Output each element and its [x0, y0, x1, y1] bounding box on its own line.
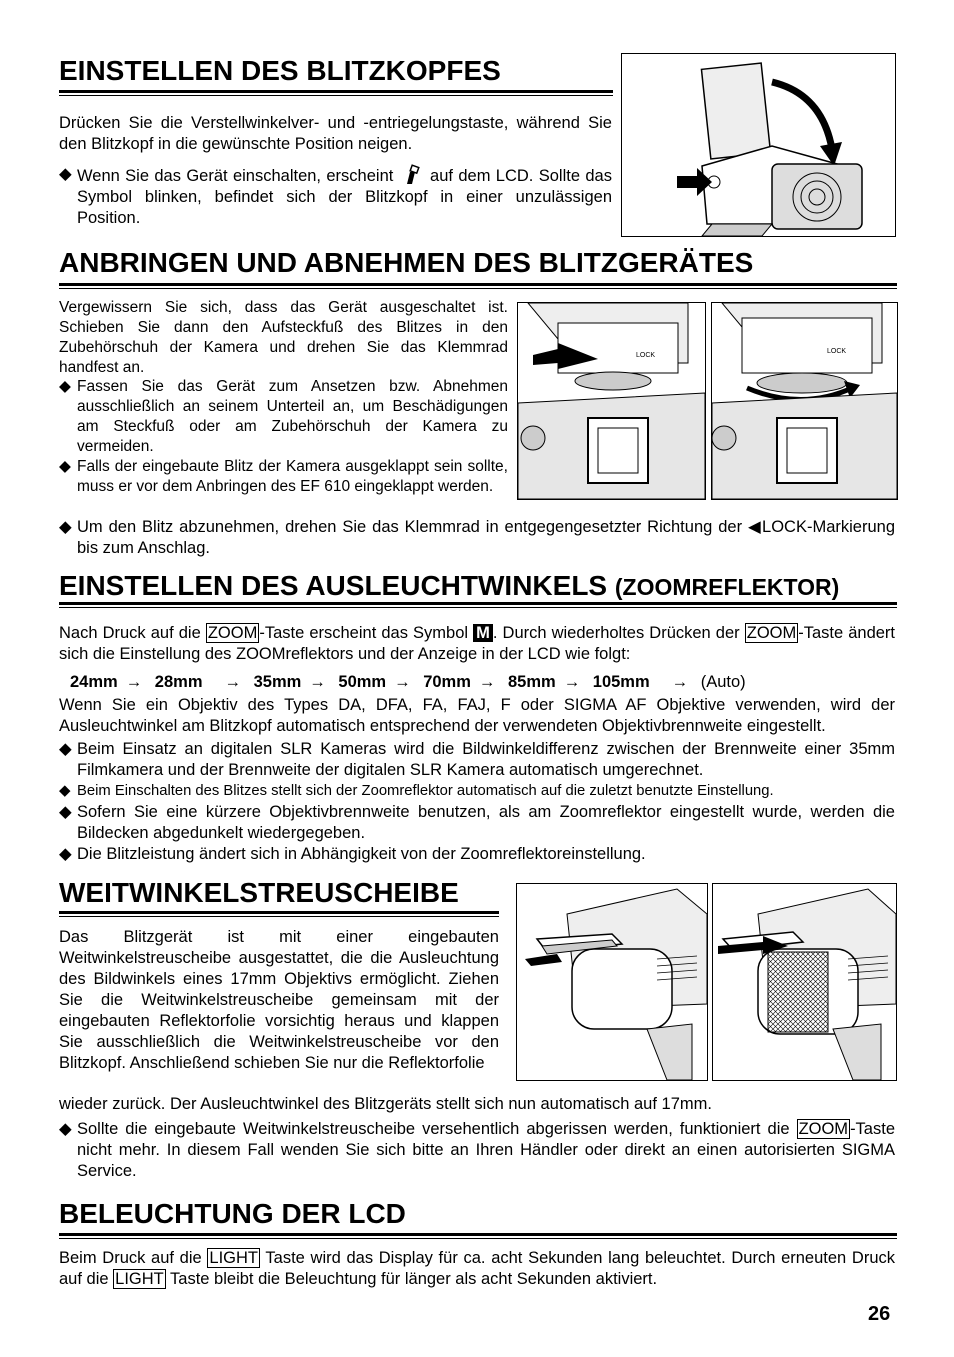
diamond-bullet-icon: ◆ — [59, 378, 71, 395]
weitwinkel-paragraph-a: Das Blitzgerät ist mit einer eingebauten Weitwinkelstreuscheibe ausgestattet, die die Ausleuchtung des Bildwinkels eines 17mm Objektivs ermöglicht. Ziehen Sie die Weitwinkelstreuscheibe gemeinsam mit der eingebauten Reflektorfolie vorsichtig heraus und klappen Sie ausschließlich die Weitwinkelstreuscheibe vor den Blitzkopf. Anschließend schieben Sie nur die Reflektorfolie — [59, 928, 499, 1072]
zoom-step: 70mm — [423, 673, 471, 691]
arrow-right-icon: → — [394, 673, 411, 691]
arrow-right-icon: → — [309, 673, 326, 691]
title-rule — [59, 90, 613, 96]
blitzkopf-paragraph: Drücken Sie die Verstellwinkelver- und -entriegelungstaste, während Sie den Blitzkopf in die gewünschte Position neigen. — [59, 114, 612, 153]
anbringen-bullet-2: ◆ Falls der eingebaute Blitz der Kamera ausgeklappt sein sollte, muss er vor dem Anbringen des EF 610 eingeklappt werden. — [59, 458, 508, 495]
arrow-right-icon: → — [671, 673, 689, 691]
zoom-sequence — [70, 672, 746, 693]
title-rule — [59, 602, 897, 608]
light-key-label: LIGHT — [115, 1270, 164, 1288]
zoom-bullet-1: ◆ Beim Einsatz an digitalen SLR Kameras wird die Bildwinkeldifferenz zwischen der Brennweite einer 35mm Filmkamera und der Brennweite der digitalen SLR Kamera automatisch umgerechnet. — [59, 740, 895, 779]
arrow-right-icon: → — [125, 673, 143, 691]
zoom-bullet-2: ◆ Beim Einschalten des Blitzes stellt sich der Zoomreflektor automatisch auf die zuletzt benutzte Einstellung. — [59, 781, 917, 802]
zoom-step: 35mm — [253, 673, 302, 691]
page-number: 26 — [868, 1303, 891, 1325]
lock-label: LOCK — [827, 348, 847, 355]
weitwinkel-bullet: ◆ Sollte die eingebaute Weitwinkelstreuscheibe versehentlich abgerissen werden, funktioniert die ZOOM -Taste nicht mehr. In diesem Fall wenden Sie sich bitte an Ihren Händler oder direkt an einen autorisierten SIGMA Service. — [59, 1120, 895, 1180]
section-title-ausleuchtwinkel: EINSTELLEN DES AUSLEUCHTWINKELS (ZOOMREFLEKTOR) — [59, 570, 840, 601]
flash-head-angle-icon — [403, 164, 421, 186]
diamond-bullet-icon: ◆ — [59, 458, 71, 475]
zoom-step: 28mm — [154, 673, 203, 691]
diamond-bullet-icon: ◆ — [59, 1120, 72, 1138]
zoom-auto-label: (Auto) — [700, 673, 746, 691]
flash-head-tilt-figure — [621, 53, 896, 237]
lock-label: LOCK — [636, 352, 656, 359]
diamond-bullet-icon: ◆ — [59, 165, 72, 183]
zoom-key-label: ZOOM — [746, 624, 797, 642]
diamond-bullet-icon: ◆ — [59, 740, 72, 758]
diamond-bullet-icon: ◆ — [59, 845, 72, 863]
zoom-key-label: ZOOM — [798, 1120, 849, 1138]
zoom-bullet-4: ◆ Die Blitzleistung ändert sich in Abhängigkeit von der Zoomreflektoreinstellung. — [59, 845, 646, 863]
title-rule — [59, 283, 897, 289]
attach-figure-left — [517, 302, 706, 500]
diffuser-figure-right — [712, 883, 897, 1081]
anbringen-bullet-1: ◆ Fassen Sie das Gerät zum Ansetzen bzw. Abnehmen ausschließlich an seinem Unterteil an, um Beschädigungen am Steckfuß oder am Zubehörschuh der Kamera zu vermeiden. — [59, 378, 508, 455]
section-title-beleuchtung: BELEUCHTUNG DER LCD — [59, 1198, 406, 1229]
diamond-bullet-icon: ◆ — [59, 518, 72, 536]
weitwinkel-paragraph-b: wieder zurück. Der Ausleuchtwinkel des Blitzgeräts stellt sich nun automatisch auf 17mm. — [59, 1095, 712, 1113]
anbringen-bullet-3: ◆ Um den Blitz abzunehmen, drehen Sie das Klemmrad in entgegengesetzter Richtung der ◀LOCK-Markierung bis zum Anschlag. — [59, 518, 895, 557]
attach-figure-right — [711, 302, 898, 500]
zoom-step: 24mm — [70, 673, 118, 691]
zoom-step: 50mm — [338, 673, 387, 691]
section-subtitle: (ZOOMREFLEKTOR) — [614, 574, 840, 600]
attach-slide-illustration — [518, 303, 705, 499]
flash-head-tilt-illustration — [622, 54, 895, 236]
section-title-blitzkopf: EINSTELLEN DES BLITZKOPFES — [59, 55, 501, 86]
diffuser-pull-out-illustration — [517, 884, 707, 1080]
beleuchtung-paragraph: Beim Druck auf die LIGHT Taste wird das Display für ca. acht Sekunden lang beleuchtet. Durch erneuten Druck auf die LIGHT Taste bleibt die Beleuchtung für länger als acht Sekunden aktiviert. — [59, 1249, 895, 1288]
diffuser-figure-left — [516, 883, 708, 1081]
arrow-right-icon: → — [478, 673, 496, 691]
arrow-right-icon: → — [563, 673, 581, 691]
diffuser-fold-down-illustration — [713, 884, 896, 1080]
section-title-weitwinkel: WEITWINKELSTREUSCHEIBE — [59, 877, 459, 908]
manual-zoom-symbol-icon: M — [473, 624, 493, 642]
zoom-step: 105mm — [592, 673, 650, 691]
title-rule — [59, 911, 499, 917]
zoom-paragraph-1: Nach Druck auf die ZOOM -Taste erscheint das Symbol M . Durch wiederholtes Drücken der ZOOM -Taste ändert sich die Einstellung des ZOOMreflektors und der Anzeige in der LCD wie folgt: — [59, 624, 896, 663]
attach-rotate-illustration — [712, 303, 897, 499]
anbringen-paragraph: Vergewissern Sie sich, dass das Gerät ausgeschaltet ist. Schieben Sie dann den Aufsteckfuß des Blitzes in den Zubehörschuh der Kamera und drehen Sie das Klemmrad handfest an. — [59, 299, 508, 376]
zoom-bullet-3: ◆ Sofern Sie eine kürzere Objektivbrennweite benutzen, als am Zoomreflektor eingestellt wurde, werden die Bildecken abgedunkelt wiedergegeben. — [59, 803, 895, 842]
diamond-bullet-icon: ◆ — [59, 803, 72, 821]
arrow-right-icon: → — [224, 673, 241, 691]
section-title-anbringen: ANBRINGEN UND ABNEHMEN DES BLITZGERÄTES — [59, 247, 754, 278]
diamond-bullet-icon: ◆ — [59, 783, 71, 799]
light-key-label: LIGHT — [209, 1249, 258, 1267]
title-rule — [59, 1233, 897, 1239]
zoom-key-label: ZOOM — [207, 624, 258, 642]
blitzkopf-bullet: ◆ Wenn Sie das Gerät einschalten, erscheint auf dem LCD. Sollte das Symbol blinken, befindet sich der Blitzkopf in einer unzulässigen Position. — [59, 165, 612, 227]
zoom-step: 85mm — [507, 673, 556, 691]
zoom-paragraph-2: Wenn Sie ein Objektiv des Types DA, DFA, FA, FAJ, F oder SIGMA AF Objektive verwenden, wird der Ausleuchtwinkel am Blitzkopf automatisch entsprechend der verwendeten Objektivbrennweite eingestellt. — [59, 696, 895, 735]
